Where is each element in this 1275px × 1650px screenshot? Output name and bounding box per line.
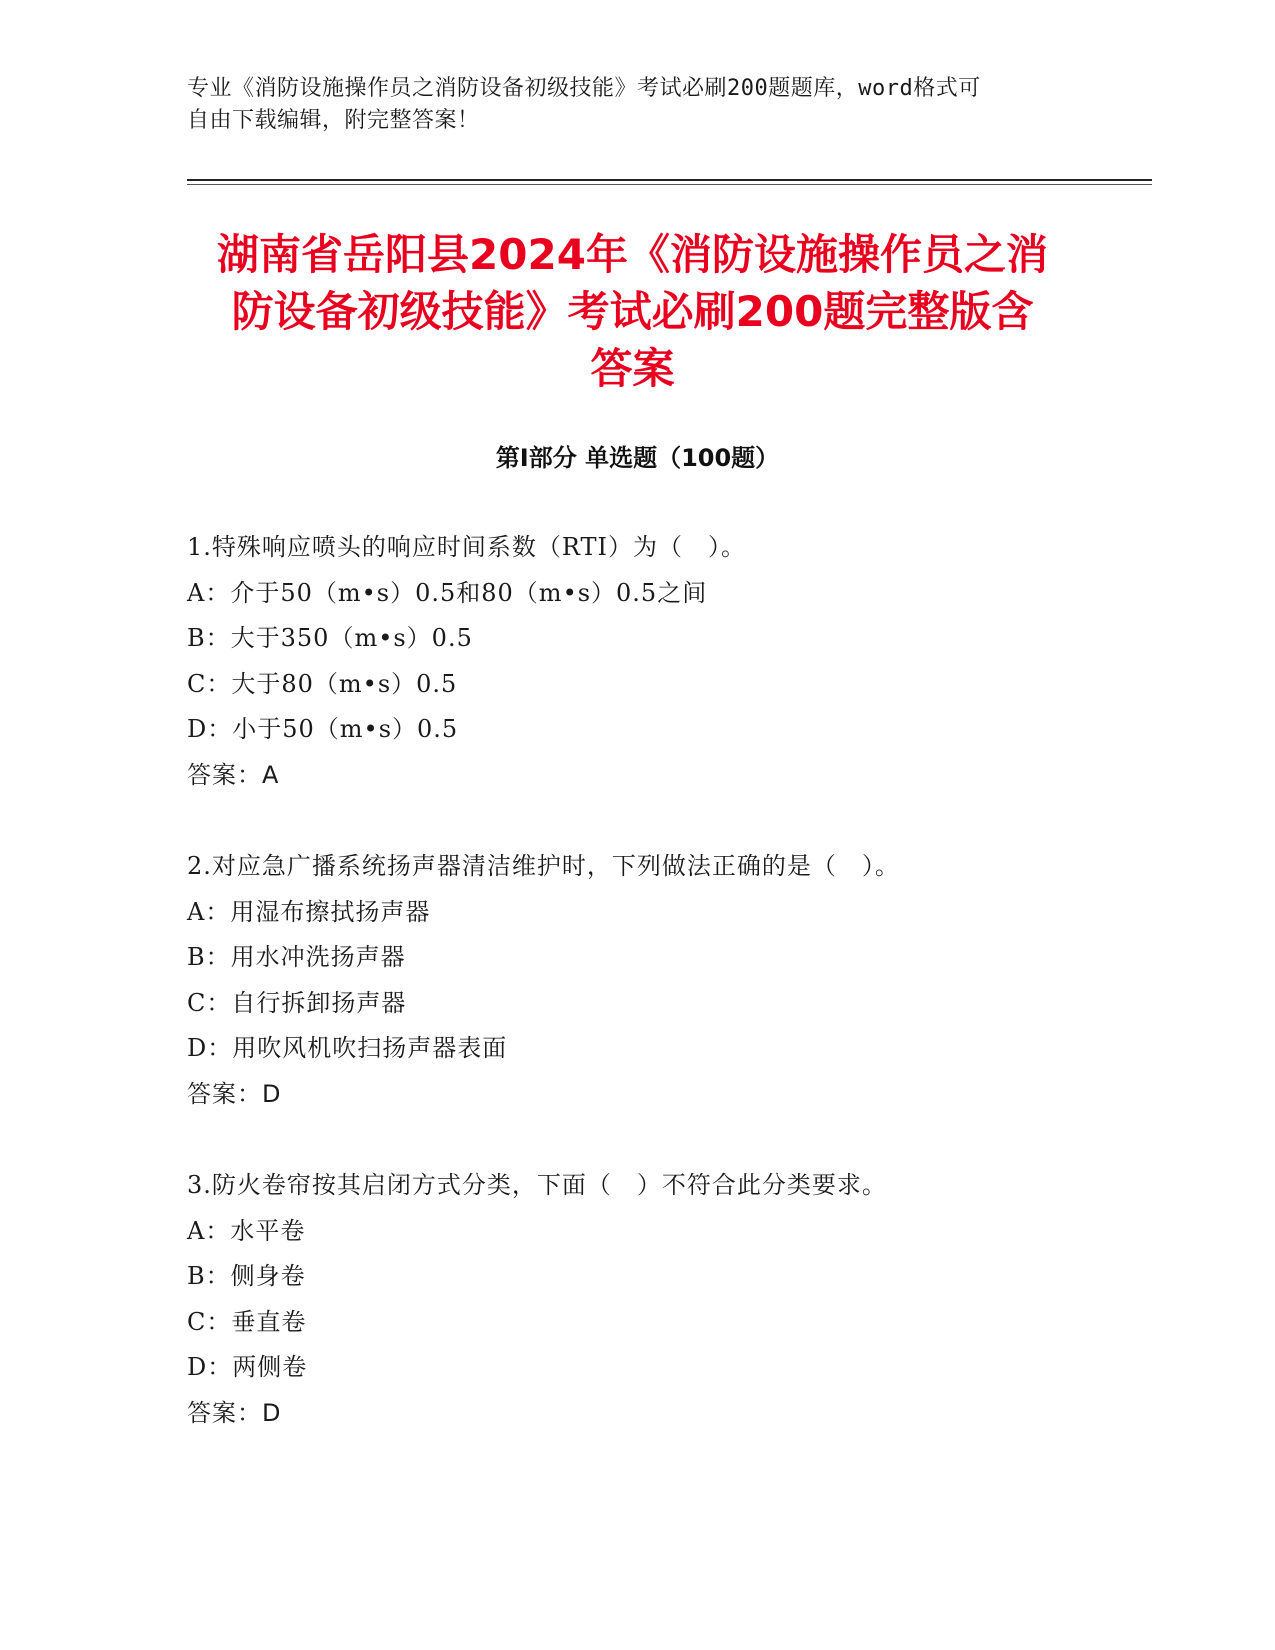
intro-line: 专业《消防设施操作员之消防设备初级技能》考试必刷200题题库，word格式可 xyxy=(187,76,981,101)
title-line: 湖南省岳阳县2024年《消防设施操作员之消 xyxy=(217,230,1048,279)
option-b: B：用水冲洗扬声器 xyxy=(187,943,406,971)
title-line: 防设备初级技能》考试必刷200题完整版含 xyxy=(231,287,1034,336)
question-stem: 2.对应急广播系统扬声器清洁维护时，下列做法正确的是（ ）。 xyxy=(187,852,900,880)
answer-line: 答案：D xyxy=(187,1079,282,1108)
option-c: C：大于80（m•s）0.5 xyxy=(187,669,458,698)
question-list xyxy=(187,525,1117,1482)
question-stem: 3.防火卷帘按其启闭方式分类，下面（ ）不符合此分类要求。 xyxy=(187,1171,887,1199)
option-d: D：两侧卷 xyxy=(187,1353,308,1381)
answer-line: 答案：A xyxy=(187,760,280,789)
header-divider xyxy=(187,179,1152,181)
title-line: 答案 xyxy=(590,344,675,393)
section-heading: 第Ⅰ部分 单选题（100题） xyxy=(495,444,780,472)
answer-line: 答案：D xyxy=(187,1398,282,1427)
header-divider-thin xyxy=(187,184,1152,185)
question-stem: 1.特殊响应喷头的响应时间系数（RTI）为（ ）。 xyxy=(187,533,747,561)
question-item xyxy=(187,844,1117,1117)
option-c: C：垂直卷 xyxy=(187,1307,307,1336)
question-item xyxy=(187,1163,1117,1436)
option-b: B：侧身卷 xyxy=(187,1262,306,1290)
option-c: C：自行拆卸扬声器 xyxy=(187,988,407,1017)
option-a: A：介于50（m•s）0.5和80（m•s）0.5之间 xyxy=(187,578,708,607)
document-title xyxy=(175,226,1090,397)
intro-line: 自由下载编辑，附完整答案！ xyxy=(187,108,480,133)
option-d: D：小于50（m•s）0.5 xyxy=(187,715,459,743)
intro-paragraph xyxy=(187,73,1067,137)
option-a: A：水平卷 xyxy=(187,1216,306,1245)
question-item xyxy=(187,525,1117,798)
option-d: D：用吹风机吹扫扬声器表面 xyxy=(187,1034,508,1062)
option-a: A：用湿布擦拭扬声器 xyxy=(187,897,431,926)
option-b: B：大于350（m•s）0.5 xyxy=(187,624,473,652)
